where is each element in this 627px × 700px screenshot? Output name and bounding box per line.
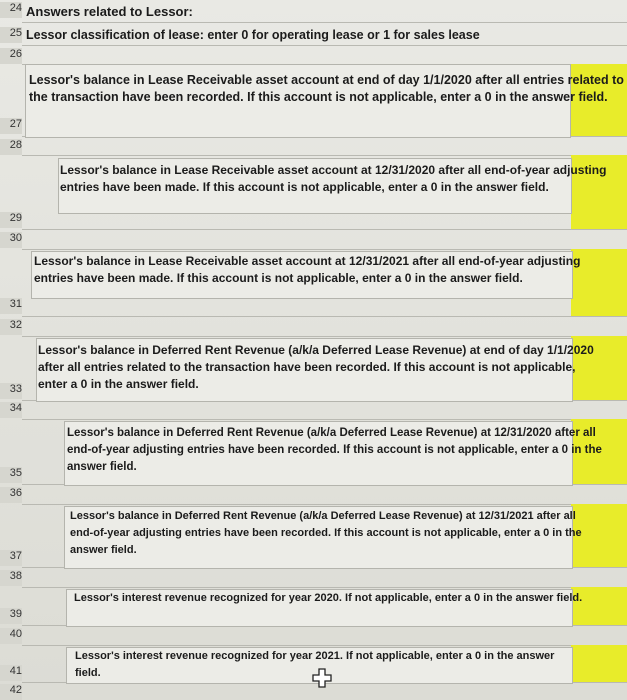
- row-header-25[interactable]: 25: [0, 27, 22, 43]
- question-lease-receivable-12-31-2021[interactable]: Lessor's balance in Lease Receivable asset account at 12/31/2021 after all end-of-year adjusting entries have been made. If this account is not applicable, enter a 0 in the answer field.: [34, 254, 581, 285]
- grid-line: [22, 45, 627, 46]
- grid-line: [22, 645, 627, 646]
- grid-line: [22, 419, 627, 420]
- row-header-32[interactable]: 32: [0, 319, 22, 335]
- row-header-36[interactable]: 36: [0, 487, 22, 503]
- row-header-27[interactable]: 27: [0, 118, 22, 134]
- row-header-39[interactable]: 39: [0, 608, 22, 624]
- row-header-24[interactable]: 24: [0, 2, 22, 18]
- row-header-29[interactable]: 29: [0, 212, 22, 228]
- question-interest-revenue-2020[interactable]: Lessor's interest revenue recognized for year 2020. If not applicable, enter a 0 in the answer field.: [74, 592, 583, 604]
- row-header-38[interactable]: 38: [0, 570, 22, 586]
- row-header-35[interactable]: 35: [0, 467, 22, 483]
- grid-line: [22, 155, 627, 156]
- question-deferred-revenue-12-31-2021[interactable]: Lessor's balance in Deferred Rent Revenue (a/k/a Deferred Lease Revenue) at 12/31/2021 after all end-of-year adjusting entries have been recorded. If this account is not applicable, enter a 0 in the answer field.: [70, 510, 582, 556]
- grid-line: [22, 229, 627, 230]
- row-header-41[interactable]: 41: [0, 665, 22, 681]
- row-header-28[interactable]: 28: [0, 139, 22, 155]
- row-header-26[interactable]: 26: [0, 48, 22, 64]
- question-interest-revenue-2021[interactable]: Lessor's interest revenue recognized for year 2021. If not applicable, enter a 0 in the answer field.: [75, 650, 555, 679]
- question-deferred-revenue-1-1-2020[interactable]: Lessor's balance in Deferred Rent Revenue (a/k/a Deferred Lease Revenue) at end of day 1/1/2020 after all entries related to the transaction have been recorded. If this account is not applicable, enter a 0 in the answer field.: [38, 343, 594, 391]
- lease-classification-cell[interactable]: Lessor classification of lease: enter 0 for operating lease or 1 for sales lease: [26, 28, 480, 42]
- grid-line: [22, 587, 627, 588]
- grid-line: [22, 22, 627, 23]
- grid-line: [22, 336, 627, 337]
- grid-line: [22, 316, 627, 317]
- grid-line: [22, 504, 627, 505]
- question-lease-receivable-1-1-2020[interactable]: Lessor's balance in Lease Receivable asset account at end of day 1/1/2020 after all entries related to the transaction have been recorded. If this account is not applicable, enter a 0 in the answer field.: [29, 73, 624, 104]
- lessor-answers-heading: Answers related to Lessor:: [26, 4, 193, 19]
- question-deferred-revenue-12-31-2020[interactable]: Lessor's balance in Deferred Rent Revenue (a/k/a Deferred Lease Revenue) at 12/31/2020 after all end-of-year adjusting entries have been recorded. If this account is not applicable, enter a 0 in the answer field.: [67, 427, 602, 473]
- row-header-33[interactable]: 33: [0, 383, 22, 399]
- row-header-34[interactable]: 34: [0, 402, 22, 418]
- row-header-37[interactable]: 37: [0, 550, 22, 566]
- question-lease-receivable-12-31-2020[interactable]: Lessor's balance in Lease Receivable asset account at 12/31/2020 after all end-of-year adjusting entries have been made. If this account is not applicable, enter a 0 in the answer field.: [60, 163, 607, 194]
- crosshair-plus-icon: [312, 668, 332, 694]
- row-header-42[interactable]: 42: [0, 684, 22, 700]
- row-header-40[interactable]: 40: [0, 628, 22, 644]
- row-header-31[interactable]: 31: [0, 298, 22, 314]
- grid-line: [22, 249, 627, 250]
- row-header-30[interactable]: 30: [0, 232, 22, 248]
